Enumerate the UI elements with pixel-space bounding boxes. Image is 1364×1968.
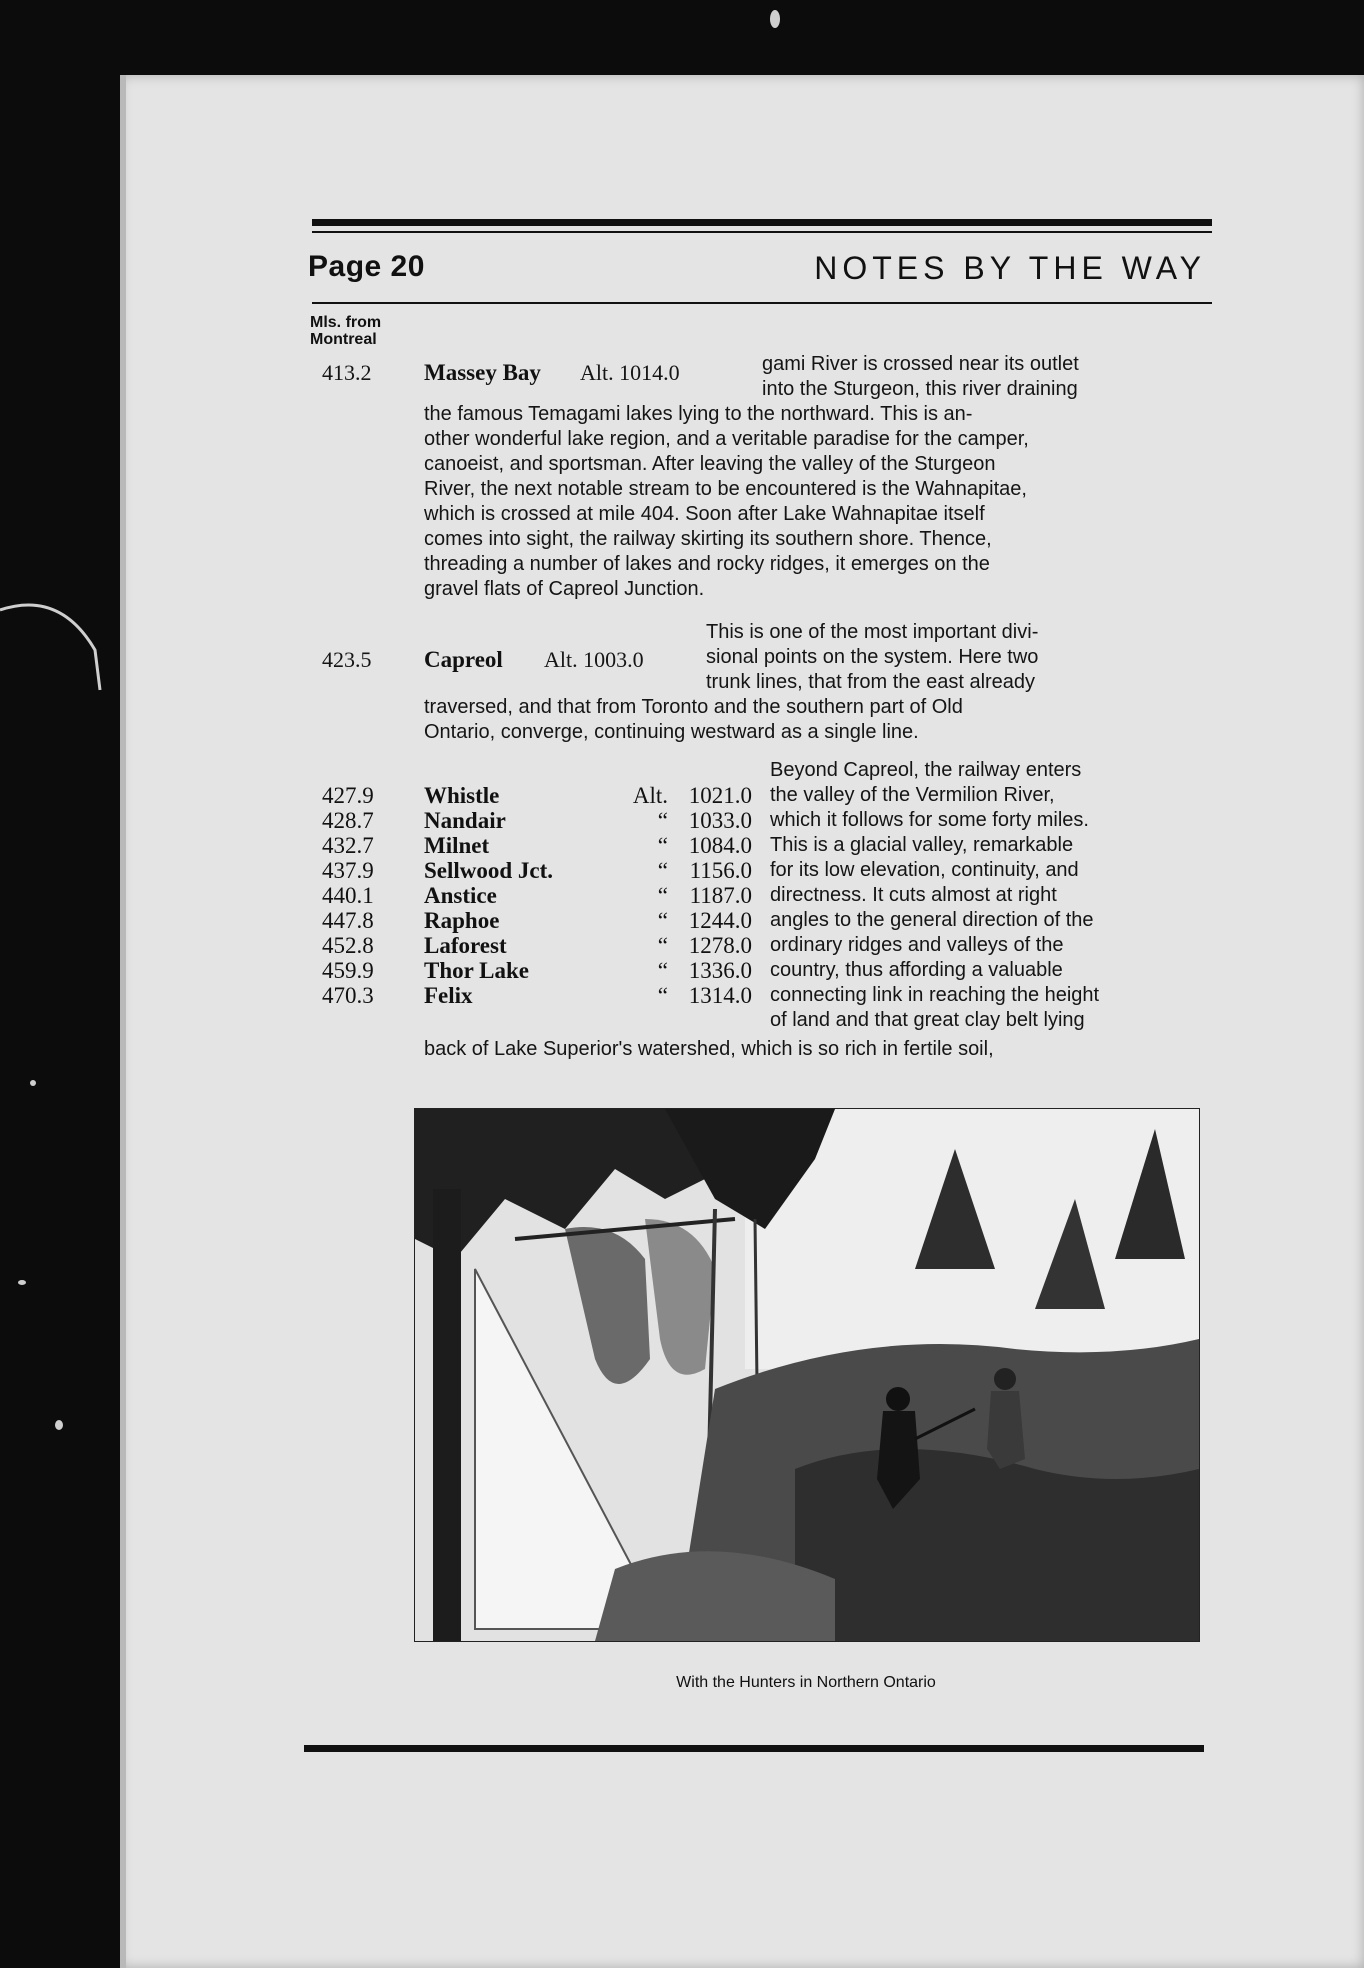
alt-mark: Alt. — [632, 783, 668, 808]
station-list-side-text — [770, 758, 1207, 1033]
text-line: country, thus affording a valuable — [770, 959, 1063, 981]
altitude-value: 1084.0 — [688, 833, 752, 858]
text-line: gami River is crossed near its outlet — [762, 353, 1079, 375]
text-line: threading a number of lakes and rocky ridges, it emerges on the — [424, 553, 990, 575]
running-title: NOTES BY THE WAY — [814, 250, 1206, 286]
mile-value: 440.1 — [322, 883, 374, 908]
text-line: This is a glacial valley, remarkable — [770, 834, 1074, 856]
text-line: the famous Temagami lakes lying to the northward. This is an- — [424, 403, 973, 425]
altitude-value: 1314.0 — [688, 983, 752, 1008]
scan-speck — [55, 1420, 63, 1430]
station-name: Laforest — [424, 933, 507, 958]
mile-value: 470.3 — [322, 983, 374, 1008]
station-list-alt-marks — [608, 783, 668, 1008]
station-list-miles — [322, 783, 374, 1008]
station-list-paragraph — [424, 1037, 1207, 1062]
page-number: Page 20 — [308, 250, 425, 283]
alt-mark: “ — [657, 958, 668, 983]
text-line: sional points on the system. Here two — [706, 646, 1039, 668]
miles-column-label — [310, 314, 381, 348]
mile-value: 459.9 — [322, 958, 374, 983]
text-line: into the Sturgeon, this river draining — [762, 378, 1078, 400]
miles-label-line: Montreal — [310, 331, 377, 348]
scan-speck — [770, 10, 780, 28]
altitude-value: 1336.0 — [688, 958, 752, 983]
mile-value: 452.8 — [322, 933, 374, 958]
capreol-paragraph — [424, 695, 1207, 745]
text-line: Ontario, converge, continuing westward as a single line. — [424, 721, 919, 743]
text-line: which it follows for some forty miles. — [770, 809, 1089, 831]
text-line: comes into sight, the railway skirting its southern shore. Thence, — [424, 528, 992, 550]
mile-value: 447.8 — [322, 908, 374, 933]
massey-paragraph — [424, 402, 1207, 602]
text-line: angles to the general direction of the — [770, 909, 1094, 931]
altitude-value: 1244.0 — [688, 908, 752, 933]
alt-mark: “ — [657, 883, 668, 908]
station-name: Whistle — [424, 783, 500, 808]
text-line: back of Lake Superior's watershed, which is so rich in fertile soil, — [424, 1038, 994, 1060]
altitude-value: 1278.0 — [688, 933, 752, 958]
station-name: Anstice — [424, 883, 497, 908]
mile-value: 428.7 — [322, 808, 374, 833]
text-line: which is crossed at mile 404. Soon after Lake Wahnapitae itself — [424, 503, 985, 525]
station-name: Felix — [424, 983, 473, 1008]
header-rule-top — [312, 219, 1212, 226]
alt-mark: “ — [657, 858, 668, 883]
scan-speck — [18, 1280, 26, 1285]
miles-label-line: Mls. from — [310, 314, 382, 331]
station-massey-bay: Massey Bay — [424, 360, 541, 385]
mile-massey-bay: 413.2 — [322, 360, 372, 385]
capreol-side-text — [706, 620, 1207, 695]
altitude-value: 1156.0 — [689, 858, 752, 883]
hunters-photograph — [414, 1108, 1200, 1642]
alt-massey-bay: Alt. 1014.0 — [580, 360, 680, 385]
text-line: This is one of the most important divi- — [706, 621, 1039, 643]
altitude-value: 1187.0 — [689, 883, 752, 908]
text-line: trunk lines, that from the east already — [706, 671, 1036, 693]
footer-rule — [304, 1745, 1204, 1752]
station-capreol: Capreol — [424, 647, 503, 672]
text-line: canoeist, and sportsman. After leaving the valley of the Sturgeon — [424, 453, 996, 475]
alt-mark: “ — [657, 833, 668, 858]
station-list-names — [424, 783, 553, 1008]
text-line: of land and that great clay belt lying — [770, 1009, 1085, 1031]
alt-mark: “ — [657, 808, 668, 833]
station-name: Sellwood Jct. — [424, 858, 554, 883]
page-edge — [120, 75, 126, 1968]
alt-mark: “ — [657, 983, 668, 1008]
mile-value: 437.9 — [322, 858, 374, 883]
mile-value: 427.9 — [322, 783, 374, 808]
text-line: directness. It cuts almost at right — [770, 884, 1057, 906]
text-line: other wonderful lake region, and a veritable paradise for the camper, — [424, 428, 1029, 450]
station-list-altitudes — [672, 783, 752, 1008]
alt-capreol: Alt. 1003.0 — [544, 647, 644, 672]
altitude-value: 1021.0 — [688, 783, 752, 808]
altitude-value: 1033.0 — [688, 808, 752, 833]
scan-curve-artifact — [0, 590, 110, 700]
station-name: Raphoe — [424, 908, 500, 933]
text-line: traversed, and that from Toronto and the southern part of Old — [424, 696, 963, 718]
station-name: Thor Lake — [424, 958, 530, 983]
massey-side-text — [762, 352, 1207, 402]
text-line: for its low elevation, continuity, and — [770, 859, 1079, 881]
text-line: gravel flats of Capreol Junction. — [424, 578, 705, 600]
photo-caption: With the Hunters in Northern Ontario — [676, 1674, 936, 1691]
text-line: the valley of the Vermilion River, — [770, 784, 1055, 806]
mile-value: 432.7 — [322, 833, 374, 858]
text-line: River, the next notable stream to be encountered is the Wahnapitae, — [424, 478, 1027, 500]
text-line: ordinary ridges and valleys of the — [770, 934, 1064, 956]
alt-mark: “ — [657, 933, 668, 958]
header-rule-top-thin — [312, 231, 1212, 233]
alt-mark: “ — [657, 908, 668, 933]
mile-capreol: 423.5 — [322, 647, 372, 672]
header-rule-bottom — [312, 302, 1212, 304]
hunters-photo-illustration — [415, 1109, 1199, 1641]
scan-speck — [30, 1080, 36, 1086]
station-name: Milnet — [424, 833, 490, 858]
text-line: Beyond Capreol, the railway enters — [770, 759, 1082, 781]
station-name: Nandair — [424, 808, 506, 833]
text-line: connecting link in reaching the height — [770, 984, 1100, 1006]
